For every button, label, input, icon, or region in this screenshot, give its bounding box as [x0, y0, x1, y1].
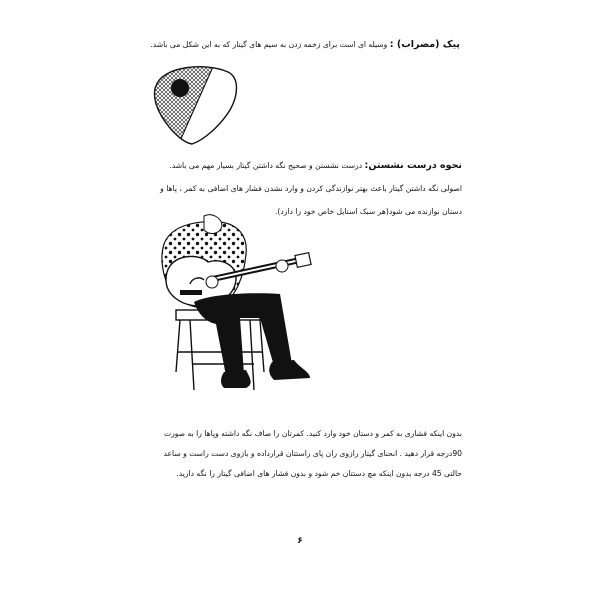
posture-paragraph: بدون اینکه فشاری به کمر و دستان خود وارد کنید. کمرتان را صاف نگه داشته وپاها را به صورت 90درجه قرار دهید . انحنای گیتار رازوی ران پای راستتان قرارداده و بازوی دست راست و ساعد حالتی 45 درجه بدون اینکه مچ دستتان خم شود و بدون فشار های اضافی گیتار را نگه دارید. [163, 429, 462, 478]
pick-paragraph [150, 36, 460, 54]
sitting-paragraph [148, 154, 462, 223]
seated-guitarist-illustration [150, 214, 325, 398]
guitar-pick-illustration [146, 60, 242, 148]
sitting-heading: نحوه درست نشستن: [364, 160, 462, 171]
pick-heading: پیک (مضراب) : [389, 39, 460, 50]
pick-description: وسیله ای است برای زخمه زدن به سیم های گیتار که به این شکل می باشد. [150, 40, 388, 49]
sitting-description: درست نشستن و صحیح نگه داشتن گیتار بسیار مهم می باشد. اصولی نگه داشتن گیتار باعث بهتر نوازندگی کردن و وارد نشدن فشار های اضافی به کمر ، پاها و دستان نوازنده می شود(هر سبک استایل خاص خود را دارد). [160, 161, 462, 216]
page-number: ۶ [297, 536, 303, 546]
